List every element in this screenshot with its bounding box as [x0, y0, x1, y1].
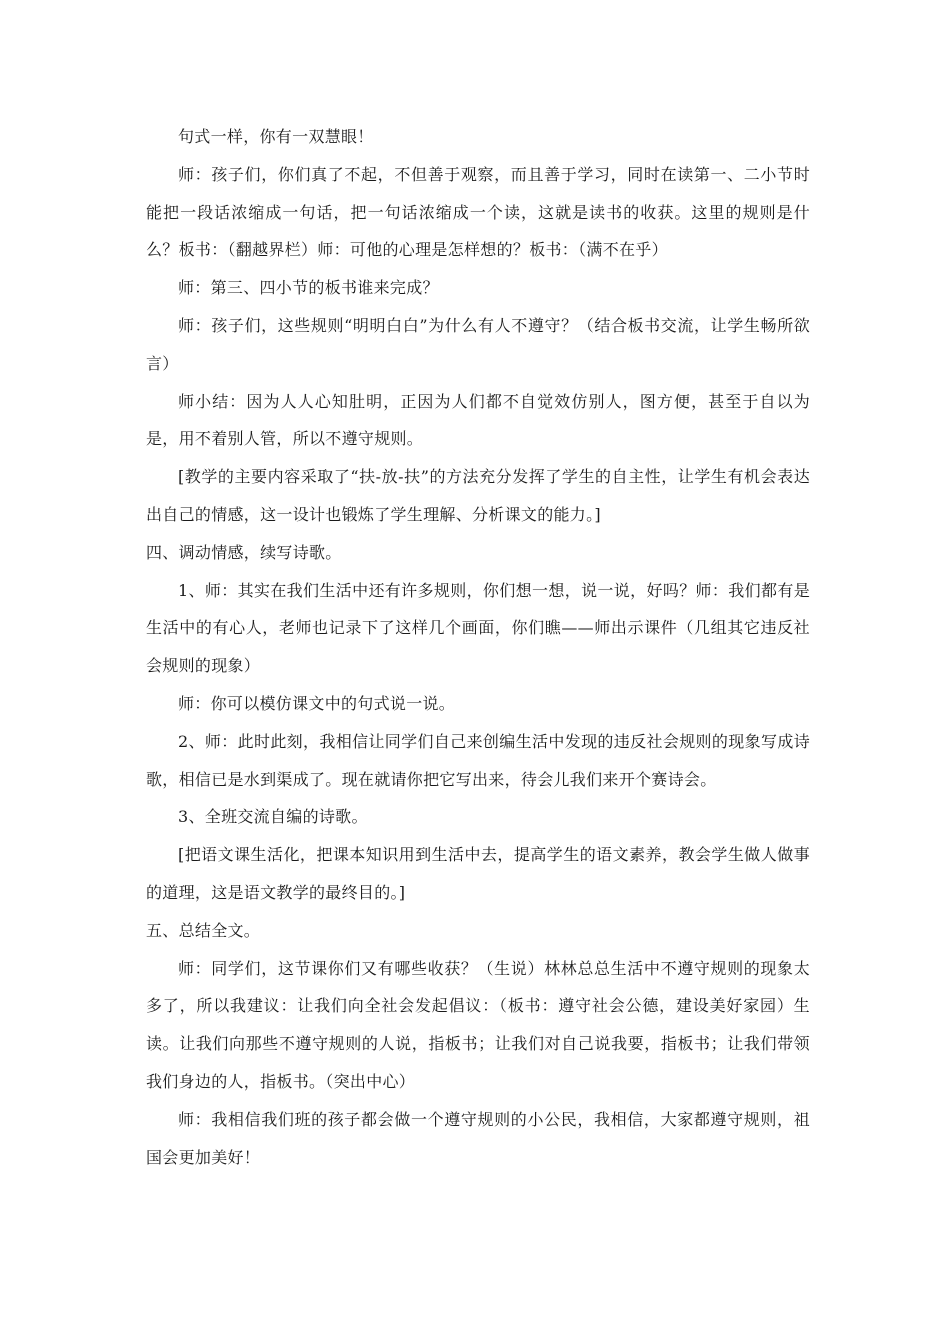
paragraph: 师：你可以模仿课文中的句式说一说。 — [178, 693, 456, 713]
document-body — [146, 118, 810, 1176]
paragraph: 2、师：此时此刻，我相信让同学们自己来创编生活中发现的违反社会规则的现象写成诗歌，相信已是水到渠成了。现在就请你把它写出来，待会儿我们来开个赛诗会。 — [146, 731, 810, 789]
section-heading: 五、总结全文。 — [146, 920, 261, 940]
paragraph: 3、全班交流自编的诗歌。 — [178, 807, 368, 827]
commentary-paragraph: [教学的主要内容采取了“扶-放-扶”的方法充分发挥了学生的自主性，让学生有机会表达出自己的情感，这一设计也锻炼了学生理解、分析课文的能力。] — [146, 467, 810, 524]
paragraph: 师：孩子们，这些规则“明明白白”为什么有人不遵守？（结合板书交流，让学生畅所欲言） — [146, 315, 810, 373]
paragraph: 师：我相信我们班的孩子都会做一个遵守规则的小公民，我相信，大家都遵守规则，祖国会更加美好！ — [146, 1109, 810, 1167]
paragraph: 师：同学们，这节课你们又有哪些收获？（生说）林林总总生活中不遵守规则的现象太多了，所以我建议：让我们向全社会发起倡议：（板书：遵守社会公德，建设美好家园）生读。让我们向那些不遵守规则的人说，指板书；让我们对自己说我要，指板书；让我们带领我们身边的人，指板书。（突出中心） — [146, 958, 810, 1091]
paragraph: 句式一样，你有一双慧眼！ — [178, 127, 374, 146]
paragraph: 师小结：因为人人心知肚明，正因为人们都不自觉效仿别人，图方便，甚至于自以为是，用不着别人管，所以不遵守规则。 — [146, 391, 810, 449]
section-heading: 四、调动情感，续写诗歌。 — [146, 542, 342, 562]
commentary-paragraph: [把语文课生活化，把课本知识用到生活中去，提高学生的语文素养，教会学生做人做事的道理，这是语文教学的最终目的。] — [146, 845, 810, 902]
paragraph: 1、师：其实在我们生活中还有许多规则，你们想一想，说一说，好吗？师：我们都有是生活中的有心人，老师也记录下了这样几个画面，你们瞧——师出示课件（几组其它违反社会规则的现象） — [146, 580, 810, 676]
paragraph: 师：孩子们，你们真了不起，不但善于观察，而且善于学习，同时在读第一、二小节时能把一段话浓缩成一句话，把一句话浓缩成一个读，这就是读书的收获。这里的规则是什么？板书：（翻越界栏）师：可他的心理是怎样想的？板书：（满不在乎） — [146, 164, 810, 260]
paragraph: 师：第三、四小节的板书谁来完成？ — [178, 278, 439, 298]
